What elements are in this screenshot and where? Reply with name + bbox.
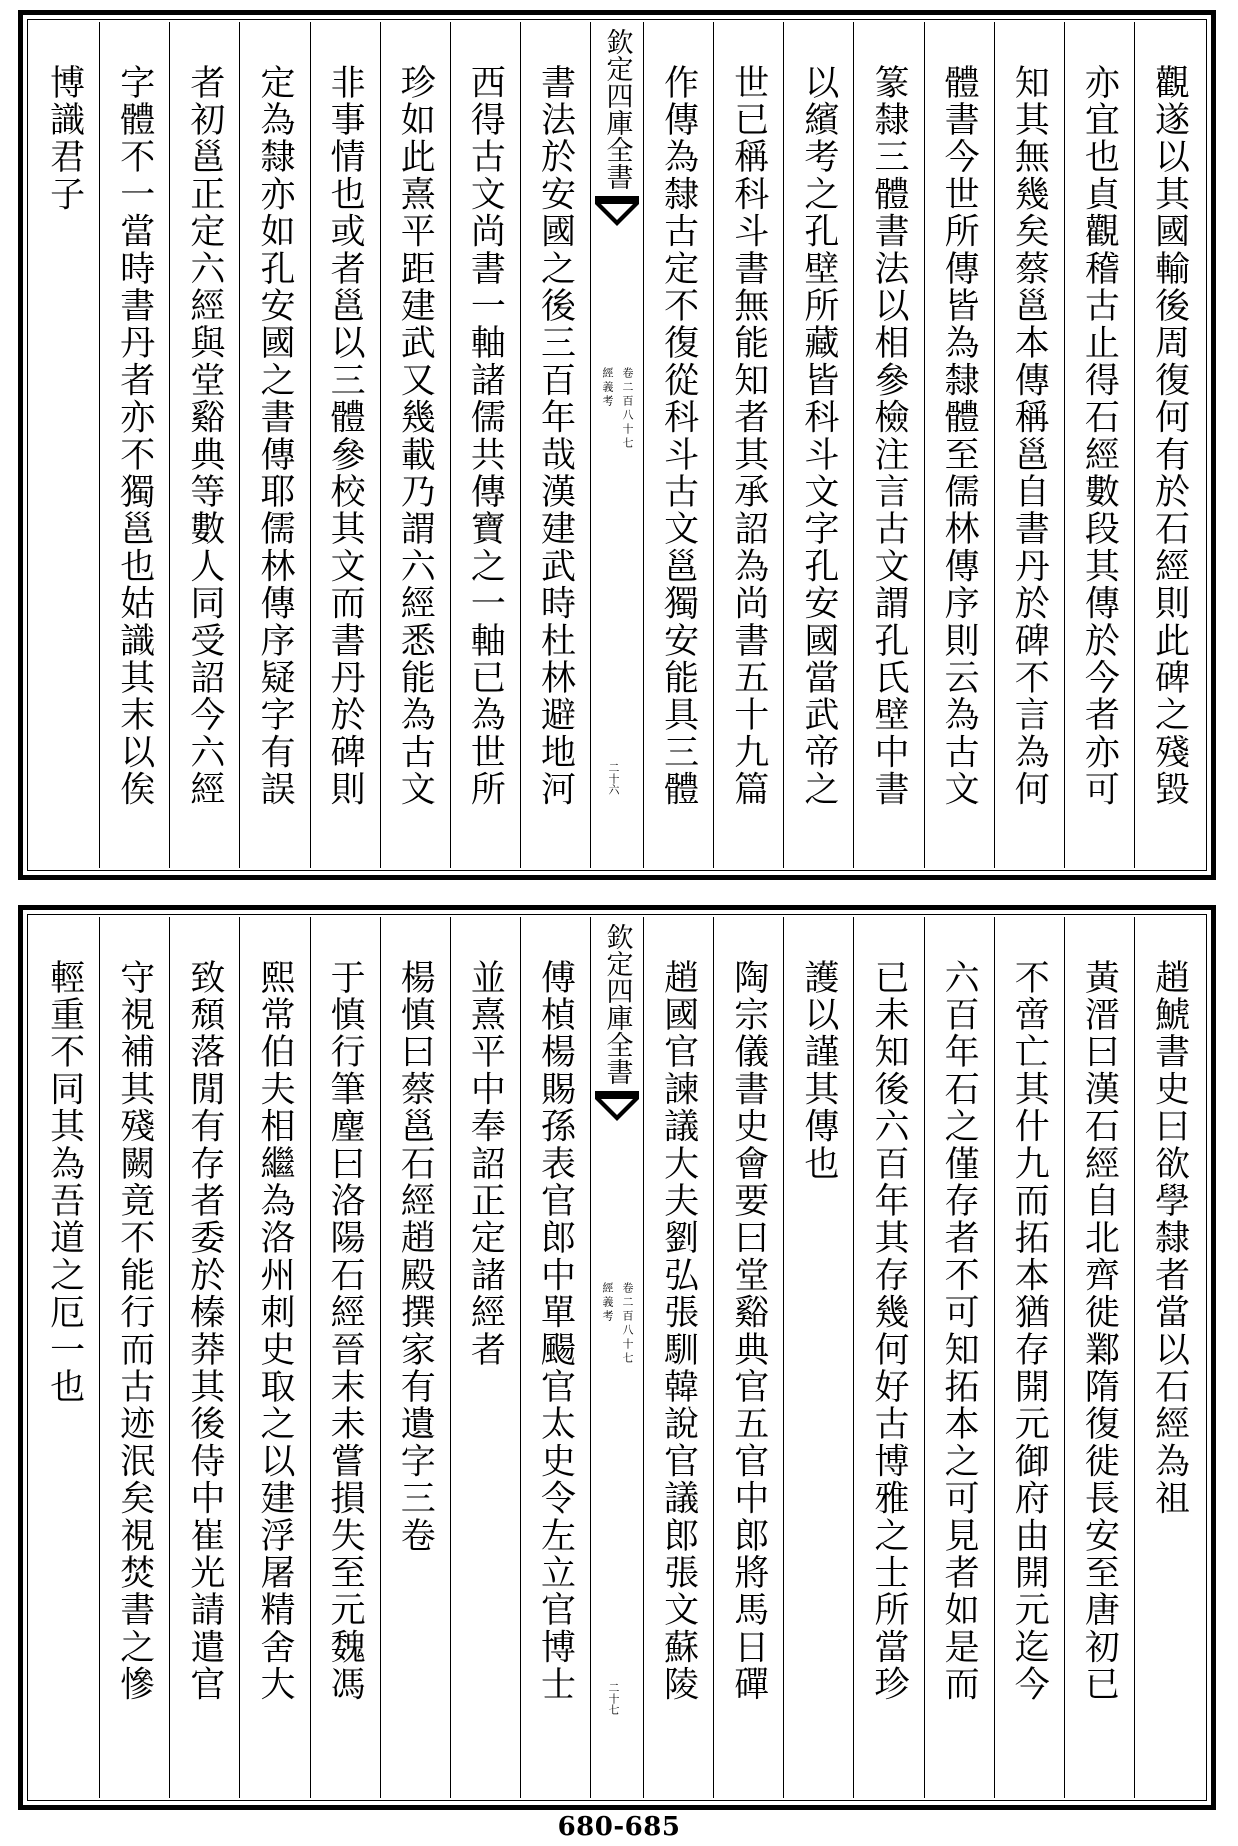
text-column: [520, 917, 590, 1798]
column-text: 以繽考之孔壁所藏皆科斗文字孔安國當武帝之: [798, 64, 839, 808]
column-text: 黃溍曰漢石經自北齊徙鄴隋復徙長安至唐初已: [1079, 959, 1120, 1703]
text-column: [1134, 917, 1204, 1798]
text-column: [239, 22, 309, 868]
text-column: [310, 22, 380, 868]
text-column: [99, 22, 169, 868]
column-text: 楊慎曰蔡邕石經趙殿撰家有遺字三卷: [395, 959, 436, 1555]
column-text: 作傳為隸古定不復從科斗古文邕獨安能具三體: [658, 64, 699, 808]
volume-number: 卷二百八十七: [621, 367, 634, 451]
text-column: [30, 22, 99, 868]
text-column: [643, 22, 713, 868]
column-text: 珍如此熹平距建武又幾載乃謂六經悉能為古文: [395, 64, 436, 808]
volume-number: 卷二百八十七: [621, 1282, 634, 1366]
book-title: 經義考: [601, 1282, 614, 1324]
column-text: 已未知後六百年其存幾何好古博雅之士所當珍: [868, 959, 909, 1703]
column-text: 博識君子: [44, 64, 85, 213]
fish-tail-mark-icon: [595, 1091, 639, 1127]
column-text: 者初邕正定六經與堂谿典等數人同受詔今六經: [184, 64, 225, 808]
text-column: [713, 22, 783, 868]
text-column: [310, 917, 380, 1798]
book-series-title: 欽定四庫全書: [601, 923, 633, 1085]
column-text: 篆隸三體書法以相參檢注言古文謂孔氏壁中書: [868, 64, 909, 808]
column-text: 觀遂以其國輸後周復何有於石經則此碑之殘毀: [1149, 64, 1190, 808]
text-column: [924, 22, 994, 868]
text-column: [99, 917, 169, 1798]
text-column: [30, 917, 99, 1798]
column-text: 傅楨楊賜孫表官郎中單颺官太史令左立官博士: [535, 959, 576, 1703]
text-column: [1064, 22, 1134, 868]
book-title: 經義考: [601, 367, 614, 409]
text-column: [1134, 22, 1204, 868]
column-text: 趙國官諫議大夫劉弘張馴韓說官議郎張文蘇陵: [658, 959, 699, 1703]
text-column: [994, 917, 1064, 1798]
column-text: 並熹平中奉詔正定諸經者: [465, 959, 506, 1369]
text-column: [924, 917, 994, 1798]
center-fold: [590, 22, 643, 868]
column-text: 致頹落閒有存者委於榛莽其後侍中崔光請遣官: [184, 959, 225, 1703]
column-text: 定為隸亦如孔安國之書傳耶儒林傳序疑字有誤: [254, 64, 295, 808]
bottom-page-columns: [30, 917, 1204, 1798]
column-text: 西得古文尚書一軸諸儒共傳寶之一軸已為世所: [465, 64, 506, 808]
text-column: [169, 22, 239, 868]
column-text: 守視補其殘闕竟不能行而古迹泯矣視焚書之慘: [114, 959, 155, 1703]
column-text: 知其無幾矣蔡邕本傳稱邕自書丹於碑不言為何: [1009, 64, 1050, 808]
text-column: [380, 22, 450, 868]
column-text: 陶宗儀書史會要曰堂谿典官五官中郎將馬日磾: [728, 959, 769, 1703]
column-text: 不啻亡其什九而拓本猶存開元御府由開元迄今: [1009, 959, 1050, 1703]
text-column: [713, 917, 783, 1798]
column-text: 非事情也或者邕以三體參校其文而書丹於碑則: [325, 64, 366, 808]
text-column: [1064, 917, 1134, 1798]
text-column: [380, 917, 450, 1798]
page-number: 二十七: [607, 1682, 620, 1715]
page-number: 二十六: [607, 762, 620, 795]
column-text: 亦宜也貞觀稽古止得石經數段其傳於今者亦可: [1079, 64, 1120, 808]
column-text: 書法於安國之後三百年哉漢建武時杜林避地河: [535, 64, 576, 808]
text-column: [450, 917, 520, 1798]
column-text: 體書今世所傳皆為隸體至儒林傳序則云為古文: [939, 64, 980, 808]
column-text: 世已稱科斗書無能知者其承詔為尚書五十九篇: [728, 64, 769, 808]
column-text: 于慎行筆麈曰洛陽石經晉末未嘗損失至元魏馮: [325, 959, 366, 1703]
column-text: 護以謹其傳也: [798, 959, 839, 1183]
column-text: 熙常伯夫相繼為洛州刺史取之以建浮屠精舍大: [254, 959, 295, 1703]
text-column: [520, 22, 590, 868]
bottom-page: [18, 905, 1216, 1810]
text-column: [239, 917, 309, 1798]
column-text: 輕重不同其為吾道之厄一也: [44, 959, 85, 1406]
text-column: [853, 22, 923, 868]
top-page: [18, 10, 1216, 880]
text-column: [783, 917, 853, 1798]
text-column: [643, 917, 713, 1798]
text-column: [783, 22, 853, 868]
column-text: 字體不一當時書丹者亦不獨邕也姑識其末以俟: [114, 64, 155, 808]
fish-tail-mark-icon: [595, 196, 639, 232]
folio-number: 680-685: [557, 1812, 681, 1842]
column-text: 趙鯱書史曰欲學隸者當以石經為祖: [1149, 959, 1190, 1517]
text-column: [450, 22, 520, 868]
book-series-title: 欽定四庫全書: [601, 28, 633, 190]
center-fold: [590, 917, 643, 1798]
text-column: [853, 917, 923, 1798]
text-column: [994, 22, 1064, 868]
column-text: 六百年石之僅存者不可知拓本之可見者如是而: [939, 959, 980, 1703]
top-page-columns: [30, 22, 1204, 868]
text-column: [169, 917, 239, 1798]
